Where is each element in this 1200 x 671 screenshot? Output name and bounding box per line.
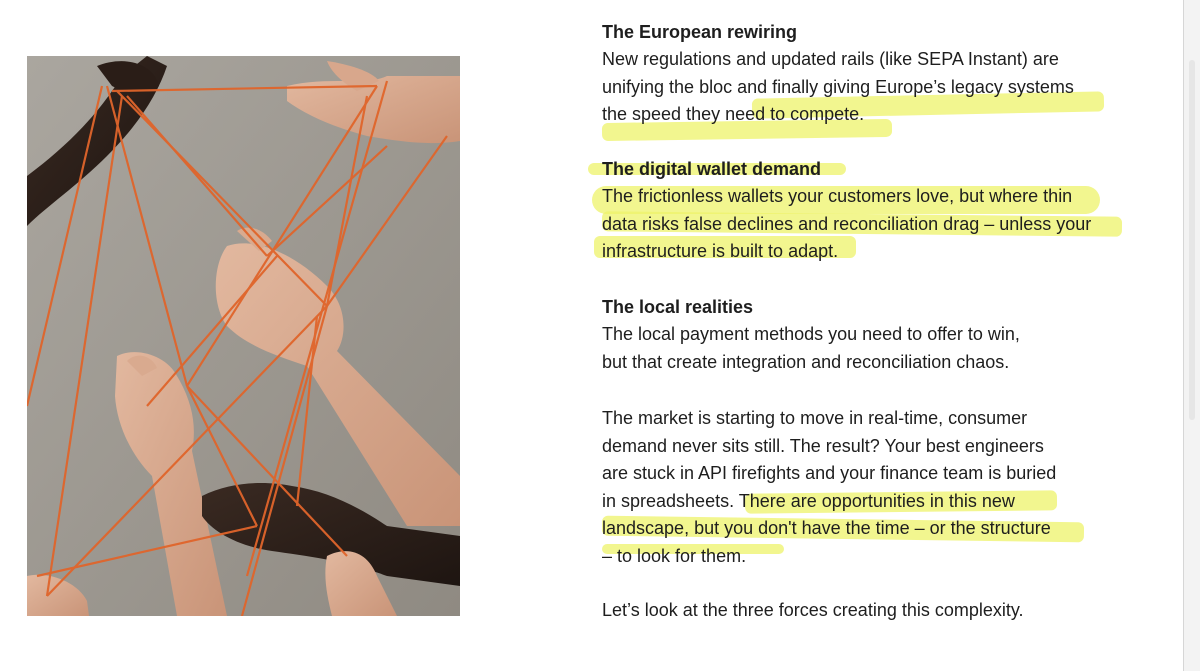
paragraph-line: demand never sits still. The result? Your best engineers [602,435,1044,456]
section-market-paragraph [602,405,1162,570]
section-closing-line [602,597,1162,625]
paragraph-line: the speed they need to compete. [602,104,865,124]
paragraph-line: landscape, but you don't have the time – or the structure [602,518,1051,538]
paragraph-line: are stuck in API firefights and your finance team is buried [602,463,1057,483]
window-scrollbar[interactable] [1183,0,1200,671]
paragraph-line: Let’s look at the three forces creating this complexity. [602,600,1024,620]
paragraph-line: New regulations and updated rails (like SEPA Instant) are [602,49,1059,69]
paragraph-line: infrastructure is built to adapt. [602,241,839,261]
paragraph-line: The local payment methods you need to offer to win, [602,324,1020,344]
paragraph-line: unifying the bloc and finally giving Europe’s legacy systems [602,76,1074,97]
section-digital-wallet-demand [602,156,1162,266]
paragraph-line: The market is starting to move in real-time, consumer [602,408,1028,428]
paragraph-line: – to look for them. [602,545,747,566]
hands-string-photo [27,56,460,616]
photo-illustration [27,56,460,616]
section-local-realities [602,294,1162,376]
paragraph-line: in spreadsheets. There are opportunities in this new [602,490,1015,511]
paragraph-line: data risks false declines and reconciliation drag – unless your [602,213,1092,234]
section-european-rewiring [602,19,1162,129]
section-heading: The European rewiring [602,22,798,42]
section-heading: The digital wallet demand [602,159,822,179]
paragraph-line: The frictionless wallets your customers love, but where thin [602,186,1073,206]
paragraph-line: but that create integration and reconciliation chaos. [602,351,1010,372]
section-heading: The local realities [602,297,754,317]
